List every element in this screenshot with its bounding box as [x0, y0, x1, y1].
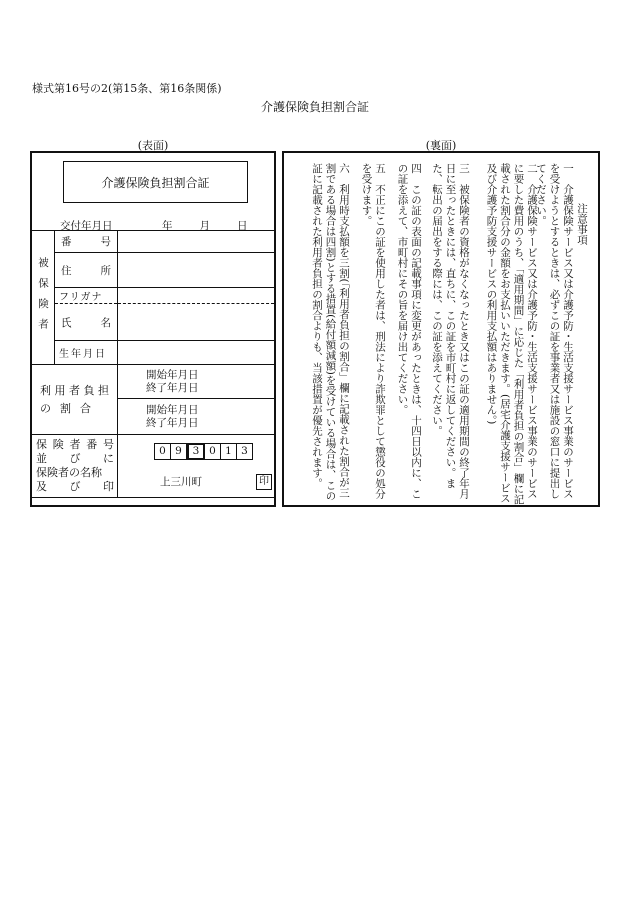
form-number: 様式第16号の2(第15条、第16条関係): [32, 82, 222, 95]
birthdate-label: 生年月日: [59, 349, 107, 360]
insurer-name: 上三川町: [160, 476, 202, 488]
card-title: 介護保険負担割合証: [63, 161, 248, 203]
note-1: 一 介護保険サービス又は介護予防・生活支援サービス事業のサービスを受けようとするときは、必ずこの証を事業者又は施設の窓口に提出してください。: [535, 163, 574, 499]
period-start-label: 開始年月日: [146, 403, 199, 416]
insurer-number: [154, 443, 274, 460]
name-label: 氏 名: [61, 316, 111, 329]
furigana-label: フリガナ: [59, 292, 103, 303]
insurer-digit: 0: [154, 443, 171, 460]
insurer-digit: 1: [221, 443, 237, 460]
address-value: [118, 253, 275, 288]
front-heading: (表面): [137, 139, 169, 152]
number-value: [118, 231, 275, 253]
birthdate-value: [118, 341, 275, 365]
seal-stamp: 印: [256, 474, 272, 490]
period-end-label: 終了年月日: [146, 416, 199, 429]
issued-date-label: 交付年月日: [60, 220, 113, 232]
note-3: 三 被保険者の資格がなくなったとき又はこの証の適用期間の終了年月日に至ったときには、直ちに、この証を市町村に返してください。また、転出の届出をする際には、この証を添えてください。: [431, 163, 470, 499]
insurer-digit: 3: [237, 443, 253, 460]
ratio-label: 利 用 者 負 担 の 割 合: [32, 365, 118, 435]
address-label: 住 所: [61, 264, 111, 277]
note-4: 四 この証の表面の記載事項に変更があったときは、十四日以内に、この証を添えて、市町村にその旨を届け出てください。: [396, 163, 422, 499]
period-end-label: 終了年月日: [146, 381, 199, 394]
back-card: [282, 151, 600, 507]
document-title: 介護保険負担割合証: [260, 100, 369, 114]
insured-person-label: 被保険者: [32, 231, 55, 365]
furigana-value: [118, 288, 275, 304]
front-card: [30, 151, 276, 507]
insurer-label: 保 険 者 番 号 並 び に 保険者の名称 及 び 印: [32, 435, 118, 498]
insurer-digit: 0: [205, 443, 221, 460]
insurer-digit: 9: [171, 443, 187, 460]
back-heading: (裏面): [425, 139, 457, 152]
ratio-period-2: [118, 399, 275, 435]
ratio-period-1: [118, 365, 275, 399]
insurer-digit: 3: [187, 443, 205, 460]
front-table: [32, 230, 274, 498]
note-5: 五 不正にこの証を使用した者は、刑法により詐欺罪として懲役の処分を受けます。: [360, 163, 386, 499]
period-start-label: 開始年月日: [146, 368, 199, 381]
note-2: 二 介護保険サービス又は介護予防・生活支援サービス事業のサービスに要した費用のうち、「適用期間」に応じた「利用者負担の割合」欄に記載された割合分の金額をお支払いいただきます。(居宅介護支援サービス及び介護予防支援サービスの利用支払額はありません。): [485, 163, 538, 505]
note-6: 六 利用時支払額を三割(「利用者負担の割合」欄に記載された割合が三割である場合は四割)とする措置(給付額減額)を受けている場合は、この証に記載された利用者負担の割合よりも、当該措置が優先されます。: [311, 163, 350, 501]
issued-date-value: 年 月 日: [162, 220, 250, 232]
insurer-value: [118, 435, 275, 498]
number-label: 番 号: [61, 236, 111, 248]
name-value: [118, 304, 275, 341]
notes-title: 注意事項: [576, 203, 588, 245]
